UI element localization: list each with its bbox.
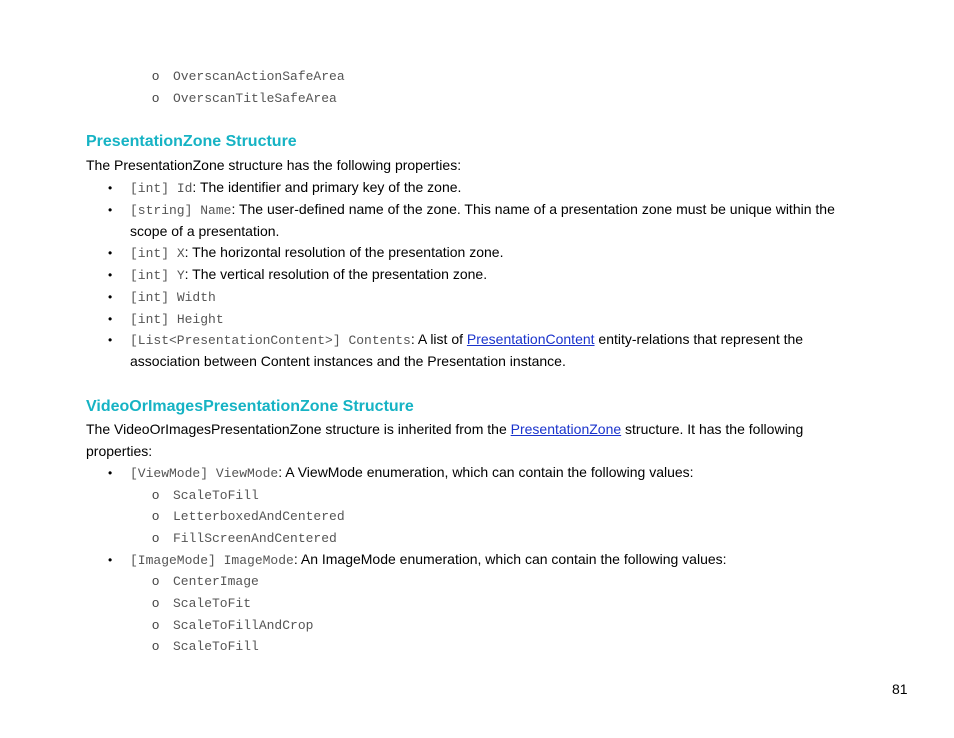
presentationzone-link[interactable]: PresentationZone [510,421,622,437]
presentationcontent-link[interactable]: PresentationContent [466,331,595,347]
section-heading-presentationzone: PresentationZone Structure [86,133,297,150]
property-item-contents-continued: association between Content instances and the Presentation instance. [130,353,566,369]
property-item-height: • [int] Height [108,312,224,327]
sub-bullet: o [152,90,160,105]
enum-value: o CenterImage [152,573,259,589]
property-item-contents: • [List<PresentationContent>] Contents: A list of PresentationContent entity-relations that represent the [108,331,804,348]
enum-value: o ScaleToFillAndCrop [152,617,314,633]
sub-bullet: o [152,68,160,83]
property-item-viewmode: • [ViewMode] ViewMode: A ViewMode enumeration, which can contain the following values: [108,464,694,481]
property-item-width: • [int] Width [108,290,216,305]
enum-value: o ScaleToFill [152,487,259,503]
enum-value: o ScaleToFill [152,638,259,654]
section-intro: The VideoOrImagesPresentationZone structure is inherited from the PresentationZone structure. It has the following [86,421,804,437]
list-item: o OverscanTitleSafeArea [152,90,337,106]
property-item-id: • [int] Id: The identifier and primary key of the zone. [108,179,462,196]
property-item-name: • [string] Name: The user-defined name of the zone. This name of a presentation zone must be unique within the [108,201,835,218]
enum-value: o FillScreenAndCentered [152,530,337,546]
enum-value: o ScaleToFit [152,595,252,611]
page-number: 81 [892,681,908,697]
enum-value: o LetterboxedAndCentered [152,508,345,524]
property-item-name-continued: scope of a presentation. [130,223,280,239]
section-heading-videoorimages: VideoOrImagesPresentationZone Structure [86,398,414,415]
section-intro-continued: properties: [86,443,153,459]
list-item: o OverscanActionSafeArea [152,68,345,84]
property-item-y: • [int] Y: The vertical resolution of the presentation zone. [108,266,488,283]
section-intro: The PresentationZone structure has the following properties: [86,157,462,173]
property-item-x: • [int] X: The horizontal resolution of the presentation zone. [108,244,504,261]
property-item-imagemode: • [ImageMode] ImageMode: An ImageMode enumeration, which can contain the following values: [108,551,727,568]
